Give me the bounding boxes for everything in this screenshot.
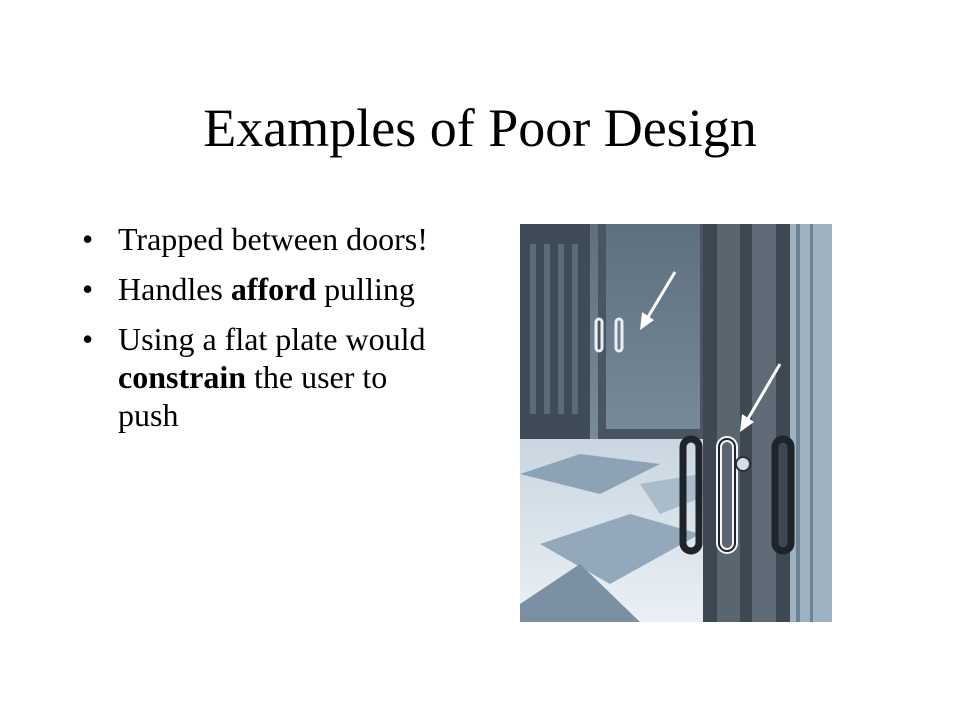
slide-title: Examples of Poor Design: [203, 98, 757, 158]
bullet-item: [82, 270, 452, 308]
bullet-item: [82, 220, 452, 258]
bullet-marker: •: [82, 321, 94, 357]
bullet-text: Handles: [118, 271, 231, 307]
bullet-text-after: pulling: [316, 271, 415, 307]
bullet-bold-text: constrain: [118, 359, 246, 395]
bullet-bold-text: afford: [230, 271, 317, 307]
bullet-item: [82, 320, 452, 434]
bullet-text: Using a flat plate would: [118, 321, 426, 357]
bullet-marker: •: [82, 271, 94, 307]
bullet-text-after: the user to push: [118, 359, 388, 433]
bullet-marker: •: [82, 221, 94, 257]
bullet-text: Trapped between doors!: [118, 221, 428, 257]
door-photo: [520, 224, 832, 622]
bullet-list: [82, 220, 452, 446]
